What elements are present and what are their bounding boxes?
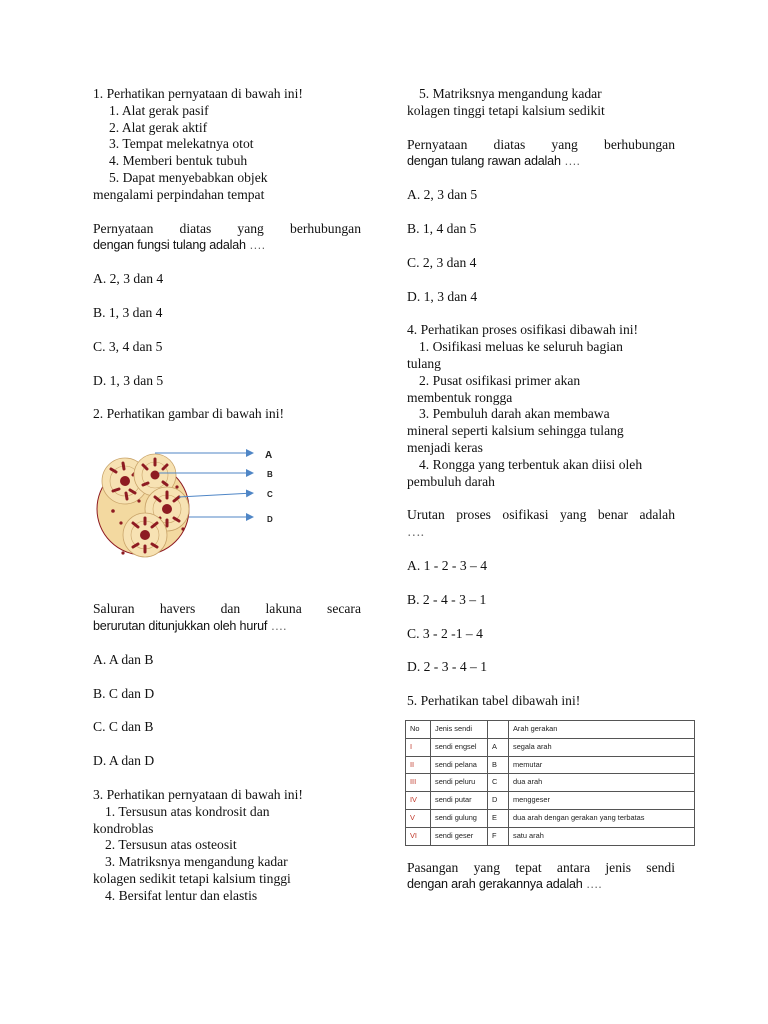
table-row	[406, 809, 695, 827]
q5-prompt-line1: Pasangan yang tepat antara jenis sendi	[407, 859, 675, 875]
q2-stem: 2. Perhatikan gambar di bawah ini!	[93, 406, 285, 422]
q4-prompt-dots: ….	[407, 524, 424, 540]
osteon-figure	[93, 429, 361, 589]
figure-label-b: B	[267, 470, 273, 480]
figure-label-a: A	[265, 450, 273, 462]
q2-option-b: B. C dan D	[93, 685, 155, 701]
table-cell: sendi geser	[431, 827, 488, 845]
q1-option-d: D. 1, 3 dan 5	[93, 372, 164, 388]
q4-item-4-cont: pembuluh darah	[407, 473, 495, 489]
table-row	[406, 827, 695, 845]
q1-prompt-line2: dengan fungsi tulang adalah ….	[93, 238, 265, 253]
table-header-cell: Arah gerakan	[509, 720, 695, 738]
q5-prompt-line2: dengan arah gerakannya adalah ….	[407, 877, 602, 892]
q4-option-b: B. 2 - 4 - 3 – 1	[407, 591, 487, 607]
q3-option-c: C. 2, 3 dan 4	[407, 254, 477, 270]
q4-item-2: 2. Pusat osifikasi primer akan	[419, 372, 581, 388]
q2-option-a: A. A dan B	[93, 651, 154, 667]
q4-item-4: 4. Rongga yang terbentuk akan diisi oleh	[419, 456, 643, 472]
left-column	[93, 86, 361, 905]
q4-item-3-cont2: menjadi keras	[407, 439, 483, 455]
table-cell: D	[488, 792, 509, 810]
table-header-cell	[488, 720, 509, 738]
q4-stem: 4. Perhatikan proses osifikasi dibawah ini!	[407, 322, 639, 338]
table-row	[406, 756, 695, 774]
q3-option-d: D. 1, 3 dan 4	[407, 288, 478, 304]
joints-table	[405, 720, 695, 846]
q2-option-c: C. C dan B	[93, 719, 154, 735]
table-row	[406, 738, 695, 756]
table-cell-roman: V	[406, 809, 431, 827]
q1-item-1: 1. Alat gerak pasif	[109, 102, 209, 118]
q3-prompt-line2: dengan tulang rawan adalah ….	[407, 154, 580, 169]
q3-item-2: 2. Tersusun atas osteosit	[105, 837, 237, 853]
q4-item-1: 1. Osifikasi meluas ke seluruh bagian	[419, 339, 623, 355]
q3-prompt-line1: Pernyataan diatas yang berhubungan	[407, 136, 675, 152]
q3-item-3-cont: kolagen sedikit tetapi kalsium tinggi	[93, 870, 291, 886]
q2-prompt-line2: berurutan ditunjukkan oleh huruf ….	[93, 618, 287, 633]
table-row	[406, 774, 695, 792]
figure-label-c: C	[267, 490, 273, 500]
q1-item-2: 2. Alat gerak aktif	[109, 119, 208, 135]
right-column	[407, 86, 675, 893]
q1-stem: 1. Perhatikan pernyataan di bawah ini!	[93, 86, 303, 101]
q4-item-1-cont: tulang	[407, 355, 441, 371]
q3-item-3: 3. Matriksnya mengandung kadar	[105, 854, 288, 870]
q1-option-b: B. 1, 3 dan 4	[93, 304, 163, 320]
table-row	[406, 792, 695, 810]
table-cell: sendi gulung	[431, 809, 488, 827]
q4-prompt-line1: Urutan proses osifikasi yang benar adalah	[407, 507, 675, 523]
table-cell: menggeser	[509, 792, 695, 810]
arrow-c	[179, 493, 253, 497]
q1-option-c: C. 3, 4 dan 5	[93, 338, 163, 354]
table-cell: E	[488, 809, 509, 827]
q1-prompt-line1: Pernyataan diatas yang berhubungan	[93, 220, 361, 236]
table-cell: dua arah	[509, 774, 695, 792]
q3-option-b: B. 1, 4 dan 5	[407, 220, 477, 236]
table-cell: memutar	[509, 756, 695, 774]
table-cell: sendi pelana	[431, 756, 488, 774]
q3-item-5: 5. Matriksnya mengandung kadar	[419, 86, 602, 101]
table-header-cell: Jenis sendi	[431, 720, 488, 738]
table-cell-roman: VI	[406, 827, 431, 845]
table-header-cell: No	[406, 720, 431, 738]
table-cell-roman: I	[406, 738, 431, 756]
q1-option-a: A. 2, 3 dan 4	[93, 271, 164, 287]
table-cell: sendi engsel	[431, 738, 488, 756]
table-cell: satu arah	[509, 827, 695, 845]
table-cell: B	[488, 756, 509, 774]
table-cell-roman: II	[406, 756, 431, 774]
q3-item-1: 1. Tersusun atas kondrosit dan	[105, 803, 270, 819]
q4-option-a: A. 1 - 2 - 3 – 4	[407, 557, 488, 573]
table-cell: sendi peluru	[431, 774, 488, 792]
q3-option-a: A. 2, 3 dan 5	[407, 187, 478, 203]
q4-item-3-cont1: mineral seperti kalsium sehingga tulang	[407, 423, 624, 439]
table-cell: dua arah dengan gerakan yang terbatas	[509, 809, 695, 827]
table-cell: F	[488, 827, 509, 845]
osteon-bottom	[123, 513, 167, 557]
q1-item-4: 4. Memberi bentuk tubuh	[109, 153, 248, 169]
q3-item-1-cont: kondroblas	[93, 820, 154, 836]
figure-label-d: D	[267, 515, 273, 525]
q3-item-5-cont: kolagen tinggi tetapi kalsium sedikit	[407, 102, 605, 118]
q1-item-5: 5. Dapat menyebabkan objek	[109, 169, 268, 185]
q5-stem: 5. Perhatikan tabel dibawah ini!	[407, 693, 581, 709]
q1-item-3: 3. Tempat melekatnya otot	[109, 136, 254, 152]
q4-option-d: D. 2 - 3 - 4 – 1	[407, 659, 488, 675]
table-cell-roman: IV	[406, 792, 431, 810]
q2-option-d: D. A dan D	[93, 753, 155, 769]
q1-item-5-cont: mengalami perpindahan tempat	[93, 186, 265, 202]
q2-prompt-line1: Saluran havers dan lakuna secara	[93, 601, 361, 617]
table-cell: A	[488, 738, 509, 756]
q4-option-c: C. 3 - 2 -1 – 4	[407, 625, 483, 641]
q3-stem: 3. Perhatikan pernyataan di bawah ini!	[93, 786, 303, 802]
q4-item-3: 3. Pembuluh darah akan membawa	[419, 406, 610, 422]
q3-item-4: 4. Bersifat lentur dan elastis	[105, 887, 258, 903]
table-header-row	[406, 720, 695, 738]
table-cell: C	[488, 774, 509, 792]
q4-item-2-cont: membentuk rongga	[407, 389, 513, 405]
table-cell: sendi putar	[431, 792, 488, 810]
table-cell: segala arah	[509, 738, 695, 756]
table-cell-roman: III	[406, 774, 431, 792]
